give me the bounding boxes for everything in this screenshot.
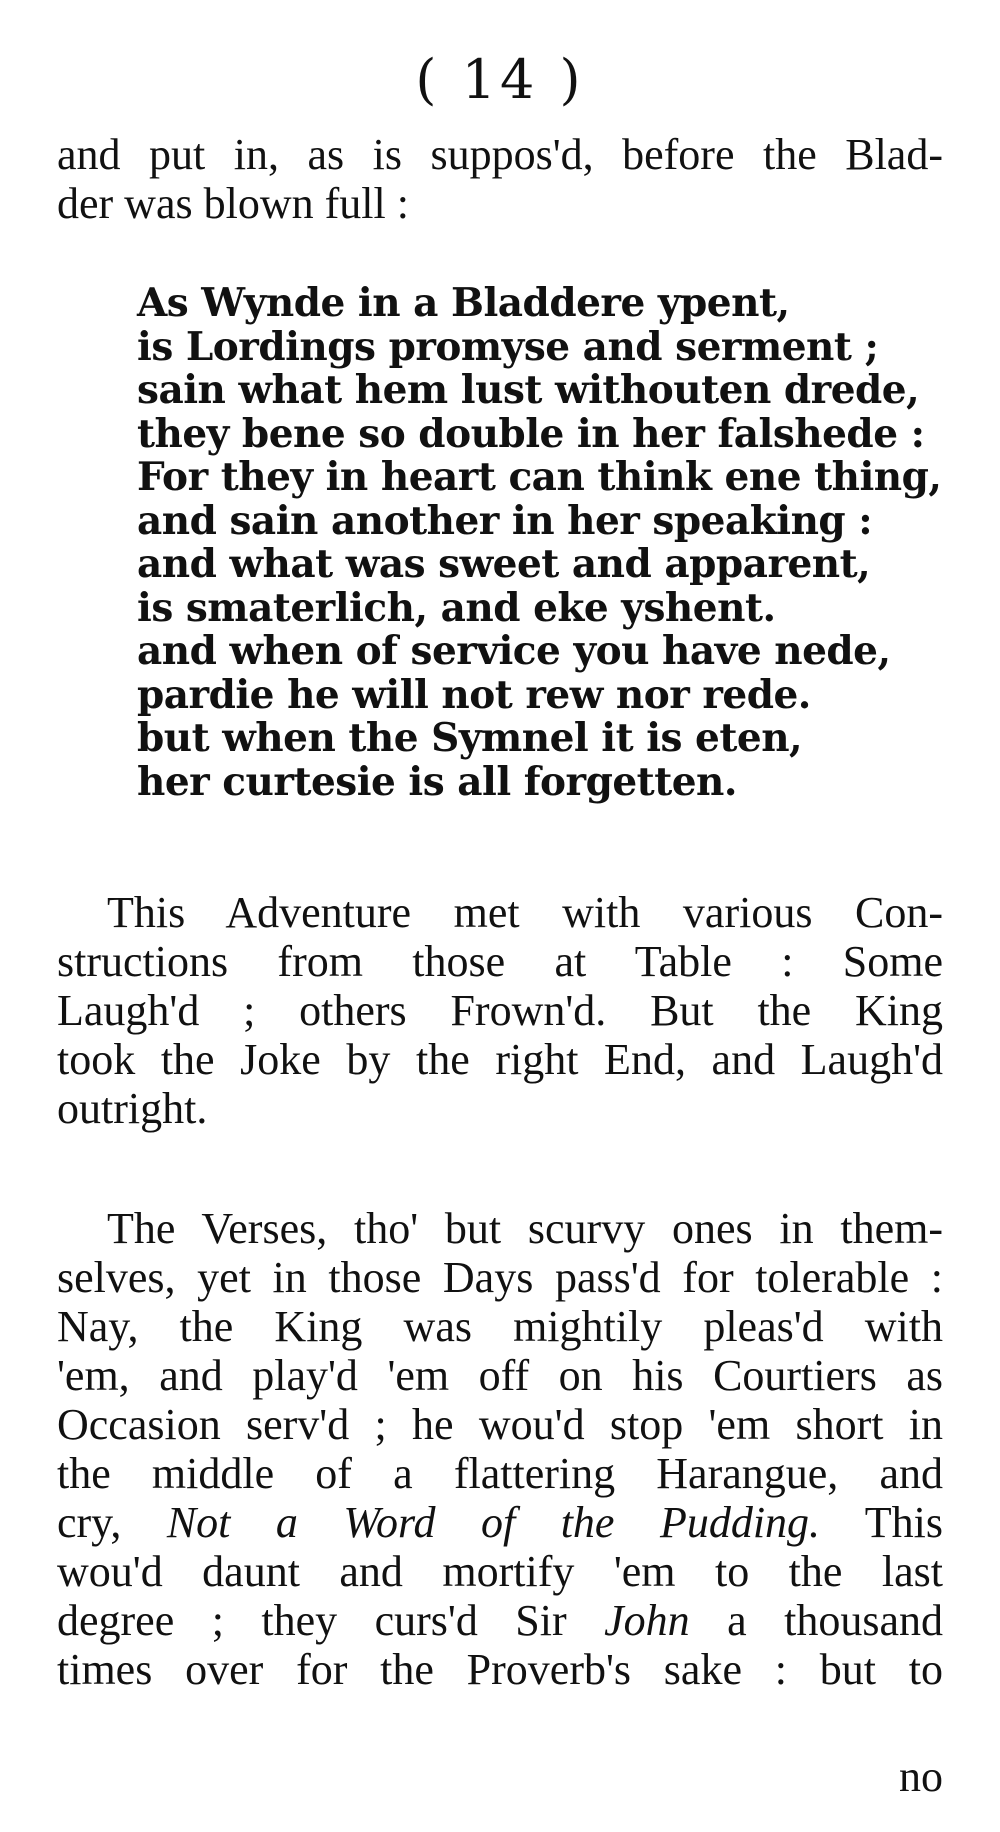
italic-name: John bbox=[604, 1596, 690, 1645]
paragraph-verses bbox=[57, 1204, 943, 1694]
paragraph-line: outright. bbox=[57, 1084, 208, 1133]
catchword: no bbox=[899, 1752, 943, 1801]
line-text: This bbox=[864, 1498, 943, 1547]
paragraph-line: This Adventure met with various Con- bbox=[107, 888, 943, 937]
verse-line: is Lordings promyse and serment ; bbox=[137, 323, 879, 370]
line-text: cry, bbox=[57, 1498, 122, 1547]
verse-line: and when of service you have nede, bbox=[137, 628, 891, 674]
verse-line: pardie he will not rew nor rede. bbox=[137, 671, 811, 718]
verse-line: is smaterlich, and eke yshent. bbox=[137, 584, 776, 631]
paragraph-line: The Verses, tho' but scurvy ones in them- bbox=[107, 1204, 943, 1253]
paragraph-line: selves, yet in those Days pass'd for tolerable : bbox=[57, 1253, 943, 1302]
intro-line: der was blown full : bbox=[57, 179, 409, 228]
verse-line: her curtesie is all forgetten. bbox=[137, 758, 737, 805]
paragraph-line: times over for the Proverb's sake : but to bbox=[57, 1645, 943, 1694]
intro-line: and put in, as is suppos'd, before the Blad- bbox=[57, 130, 943, 179]
verse-line: For they in heart can think ene thing, bbox=[137, 454, 942, 500]
verse-line: they bene so double in her falshede : bbox=[137, 410, 925, 457]
verse-line: and what was sweet and apparent, bbox=[137, 541, 871, 587]
paragraph-line: took the Joke by the right End, and Laugh'd bbox=[57, 1035, 943, 1084]
paragraph-line: Laugh'd ; others Frown'd. But the King bbox=[57, 986, 943, 1035]
paragraph-line: wou'd daunt and mortify 'em to the last bbox=[57, 1547, 943, 1596]
verse-line: sain what hem lust withouten drede, bbox=[137, 367, 920, 413]
verse-line: As Wynde in a Bladdere ypent, bbox=[137, 280, 790, 326]
paragraph-line: Nay, the King was mightily pleas'd with bbox=[57, 1302, 943, 1351]
line-text: degree ; they curs'd Sir bbox=[57, 1596, 567, 1645]
paragraph-line bbox=[57, 1596, 943, 1645]
blackletter-verse bbox=[137, 280, 942, 805]
line-text: a thousand bbox=[727, 1596, 943, 1645]
paragraph-line: 'em, and play'd 'em off on his Courtiers as bbox=[57, 1351, 943, 1400]
page-number: ( 14 ) bbox=[415, 48, 585, 111]
italic-phrase: Not a Word of the Pudding. bbox=[166, 1498, 821, 1547]
paragraph-adventure bbox=[57, 888, 943, 1133]
verse-line: but when the Symnel it is eten, bbox=[137, 715, 803, 761]
paragraph-line: Occasion serv'd ; he wou'd stop 'em short in bbox=[57, 1400, 943, 1449]
paragraph-line: the middle of a flattering Harangue, and bbox=[57, 1449, 943, 1498]
paragraph-line: structions from those at Table : Some bbox=[57, 937, 943, 986]
intro-text bbox=[57, 130, 943, 228]
verse-line: and sain another in her speaking : bbox=[137, 497, 873, 544]
paragraph-line bbox=[57, 1498, 943, 1547]
